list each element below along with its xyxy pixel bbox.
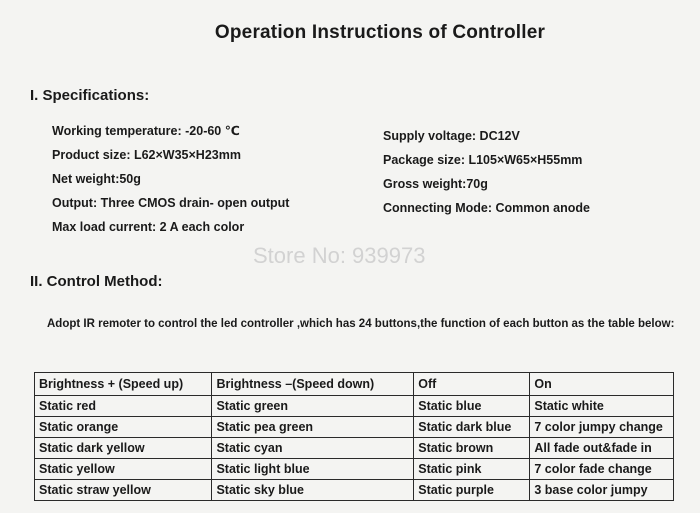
table-cell: Static brown <box>414 438 530 459</box>
table-cell: Static orange <box>35 417 212 438</box>
table-row <box>35 417 674 438</box>
table-cell: Static pink <box>414 459 530 480</box>
table-cell: Static light blue <box>212 459 414 480</box>
spec-item: Connecting Mode: Common anode <box>383 201 590 215</box>
spec-item: Net weight:50g <box>52 172 141 186</box>
control-method-heading: II. Control Method: <box>30 273 163 290</box>
table-cell: Static cyan <box>212 438 414 459</box>
table-cell: 7 color jumpy change <box>530 417 674 438</box>
table-row <box>35 459 674 480</box>
button-function-table <box>34 372 674 501</box>
table-header-cell: Brightness + (Speed up) <box>35 373 212 396</box>
table-cell: 7 color fade change <box>530 459 674 480</box>
spec-item: Gross weight:70g <box>383 177 488 191</box>
table-header-cell: Off <box>414 373 530 396</box>
table-header-row <box>35 373 674 396</box>
document-title: Operation Instructions of Controller <box>214 22 546 43</box>
table-cell: Static straw yellow <box>35 480 212 501</box>
table-cell: Static purple <box>414 480 530 501</box>
table-header-cell: On <box>530 373 674 396</box>
table-cell: Static pea green <box>212 417 414 438</box>
specifications-heading: I. Specifications: <box>30 87 150 104</box>
specs-left-column <box>52 119 289 239</box>
intro-text: Adopt IR remoter to control the led controller ,which has 24 buttons,the function of each button as the table below: <box>47 318 675 330</box>
table-cell: Static blue <box>414 396 530 417</box>
spec-item: Output: Three CMOS drain- open output <box>52 196 290 210</box>
table-header-cell: Brightness –(Speed down) <box>212 373 414 396</box>
store-watermark: Store No: 939973 <box>253 243 426 268</box>
spec-item: Package size: L105×W65×H55mm <box>383 153 583 167</box>
table-cell: All fade out&fade in <box>530 438 674 459</box>
table-cell: 3 base color jumpy <box>530 480 674 501</box>
table-cell: Static green <box>212 396 414 417</box>
table-cell: Static yellow <box>35 459 212 480</box>
table-row <box>35 438 674 459</box>
spec-item: Max load current: 2 A each color <box>52 220 245 234</box>
specs-right-column <box>383 124 590 220</box>
spec-item: Working temperature: -20-60 ℃ <box>52 124 240 138</box>
table-cell: Static dark blue <box>414 417 530 438</box>
table-row <box>35 396 674 417</box>
table-row <box>35 480 674 501</box>
table-cell: Static sky blue <box>212 480 414 501</box>
table-cell: Static white <box>530 396 674 417</box>
table-cell: Static red <box>35 396 212 417</box>
table-cell: Static dark yellow <box>35 438 212 459</box>
spec-item: Supply voltage: DC12V <box>383 129 520 143</box>
spec-item: Product size: L62×W35×H23mm <box>52 148 241 162</box>
